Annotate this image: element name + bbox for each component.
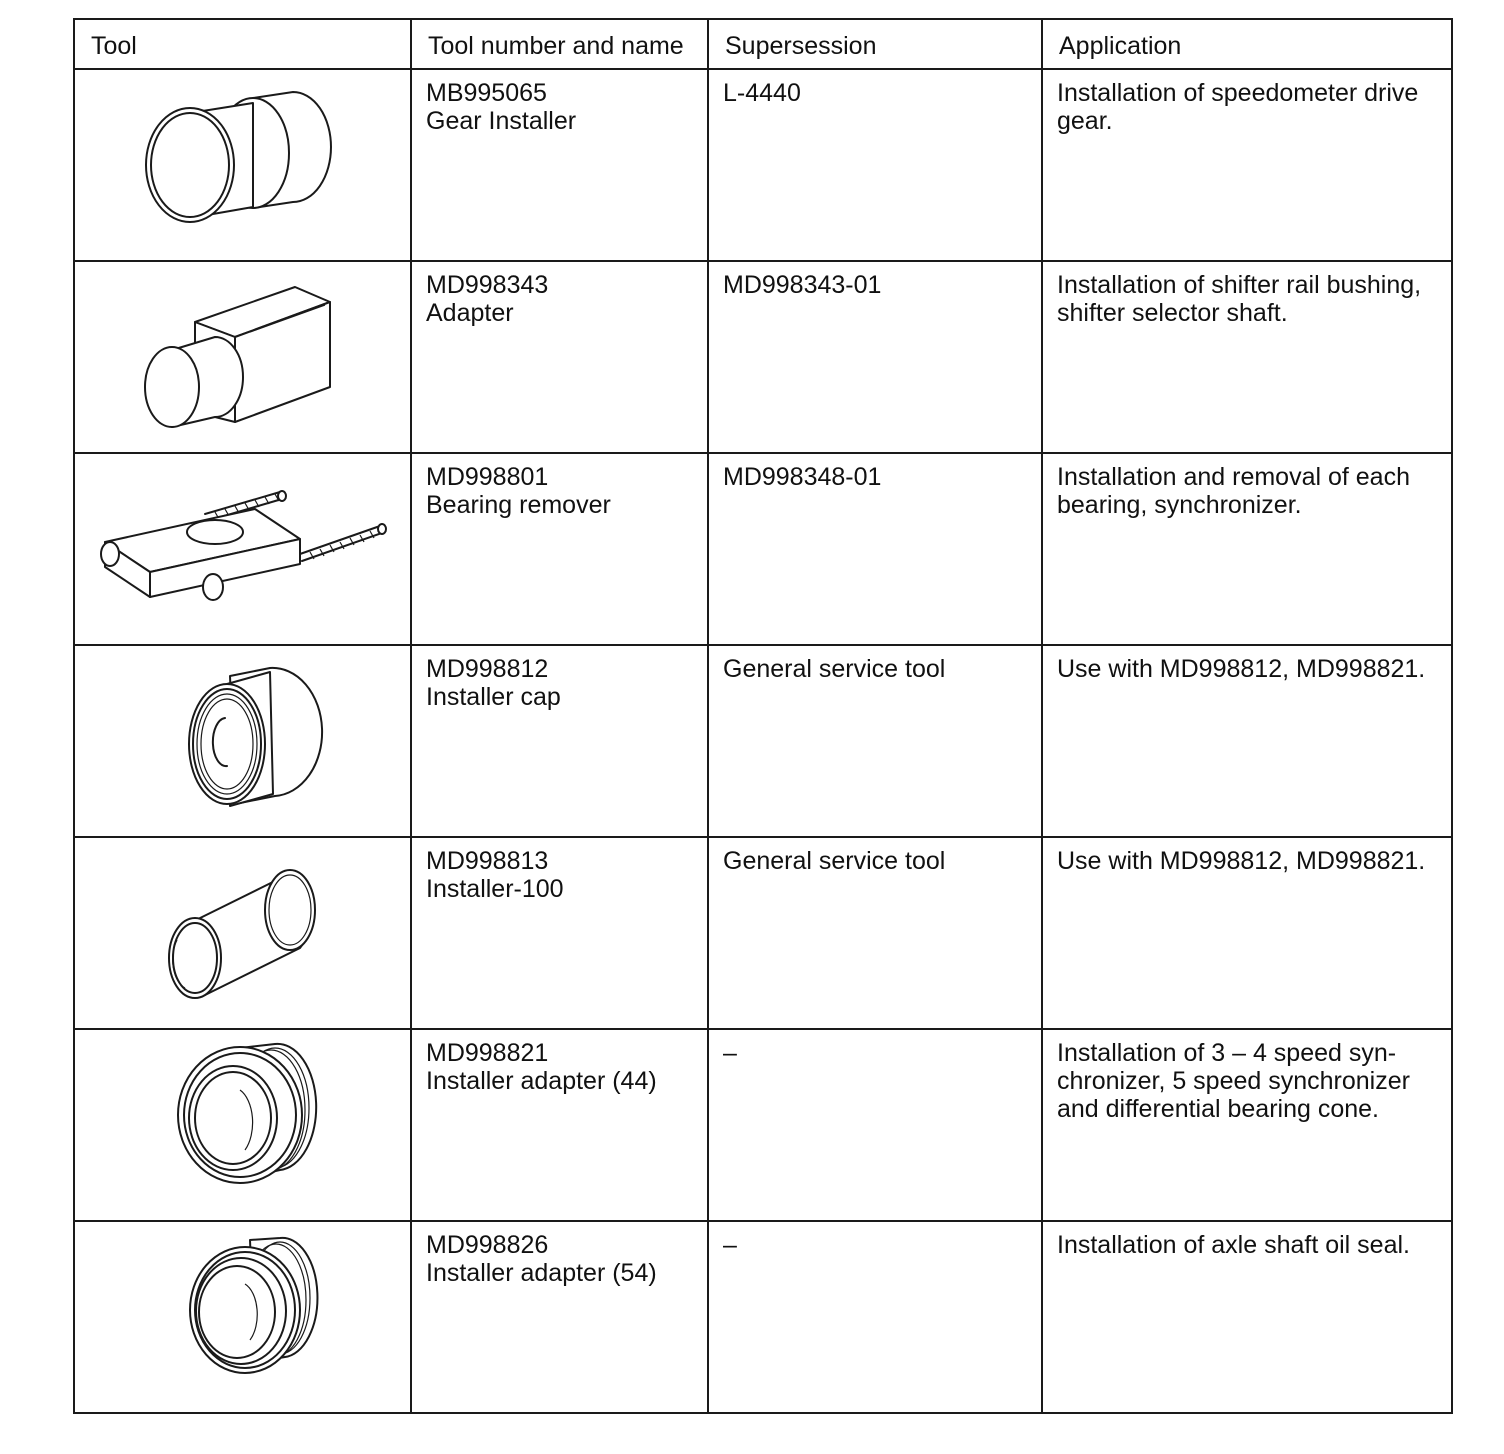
tool-name: Installer adapter (54)	[426, 1259, 657, 1287]
tool-number: MD998801	[426, 463, 549, 491]
table-header-row	[74, 19, 1452, 69]
header-application: Application	[1042, 19, 1452, 69]
supersession: MD998348-01	[708, 453, 1042, 645]
application: Installation and removal of each bearing, synchronizer.	[1042, 453, 1452, 645]
application: Installation of 3 – 4 speed syn-chronizer, 5 speed synchronizer and differential bearing cone.	[1042, 1029, 1452, 1221]
table-row	[74, 645, 1452, 837]
table-row	[74, 1029, 1452, 1221]
tool-name: Installer adapter (44)	[426, 1067, 657, 1095]
supersession: –	[708, 1221, 1042, 1413]
special-tools-table	[73, 18, 1453, 1414]
installer-adapter-54-drawing	[74, 1221, 411, 1413]
application: Installation of axle shaft oil seal.	[1042, 1221, 1452, 1413]
tool-number: MD998813	[426, 847, 549, 875]
application: Use with MD998812, MD998821.	[1042, 645, 1452, 837]
tool-number: MD998821	[426, 1039, 549, 1067]
tool-name: Gear Installer	[426, 107, 577, 135]
tool-number: MD998343	[426, 271, 549, 299]
supersession: General service tool	[708, 837, 1042, 1029]
header-tool: Tool	[74, 19, 411, 69]
supersession: MD998343-01	[708, 261, 1042, 453]
application: Installation of shifter rail bushing, shifter selector shaft.	[1042, 261, 1452, 453]
supersession: L-4440	[708, 69, 1042, 261]
table-row	[74, 69, 1452, 261]
tool-name: Adapter	[426, 299, 514, 327]
table-row	[74, 837, 1452, 1029]
supersession: –	[708, 1029, 1042, 1221]
tool-name: Installer-100	[426, 875, 564, 903]
installer-adapter-44-drawing	[74, 1029, 411, 1221]
tool-number: MB995065	[426, 79, 547, 107]
supersession: General service tool	[708, 645, 1042, 837]
header-supersession: Supersession	[708, 19, 1042, 69]
tool-name: Installer cap	[426, 683, 561, 711]
adapter-drawing	[74, 261, 411, 453]
installer-100-drawing	[74, 837, 411, 1029]
application: Installation of speedometer drive gear.	[1042, 69, 1452, 261]
tool-number: MD998826	[426, 1231, 549, 1259]
tool-number: MD998812	[426, 655, 549, 683]
application: Use with MD998812, MD998821.	[1042, 837, 1452, 1029]
header-tool-number-and-name: Tool number and name	[411, 19, 708, 69]
gear-installer-drawing	[74, 69, 411, 261]
bearing-remover-drawing	[74, 453, 411, 645]
installer-cap-drawing	[74, 645, 411, 837]
table-row	[74, 261, 1452, 453]
tool-name: Bearing remover	[426, 491, 611, 519]
table-row	[74, 1221, 1452, 1413]
table-row	[74, 453, 1452, 645]
